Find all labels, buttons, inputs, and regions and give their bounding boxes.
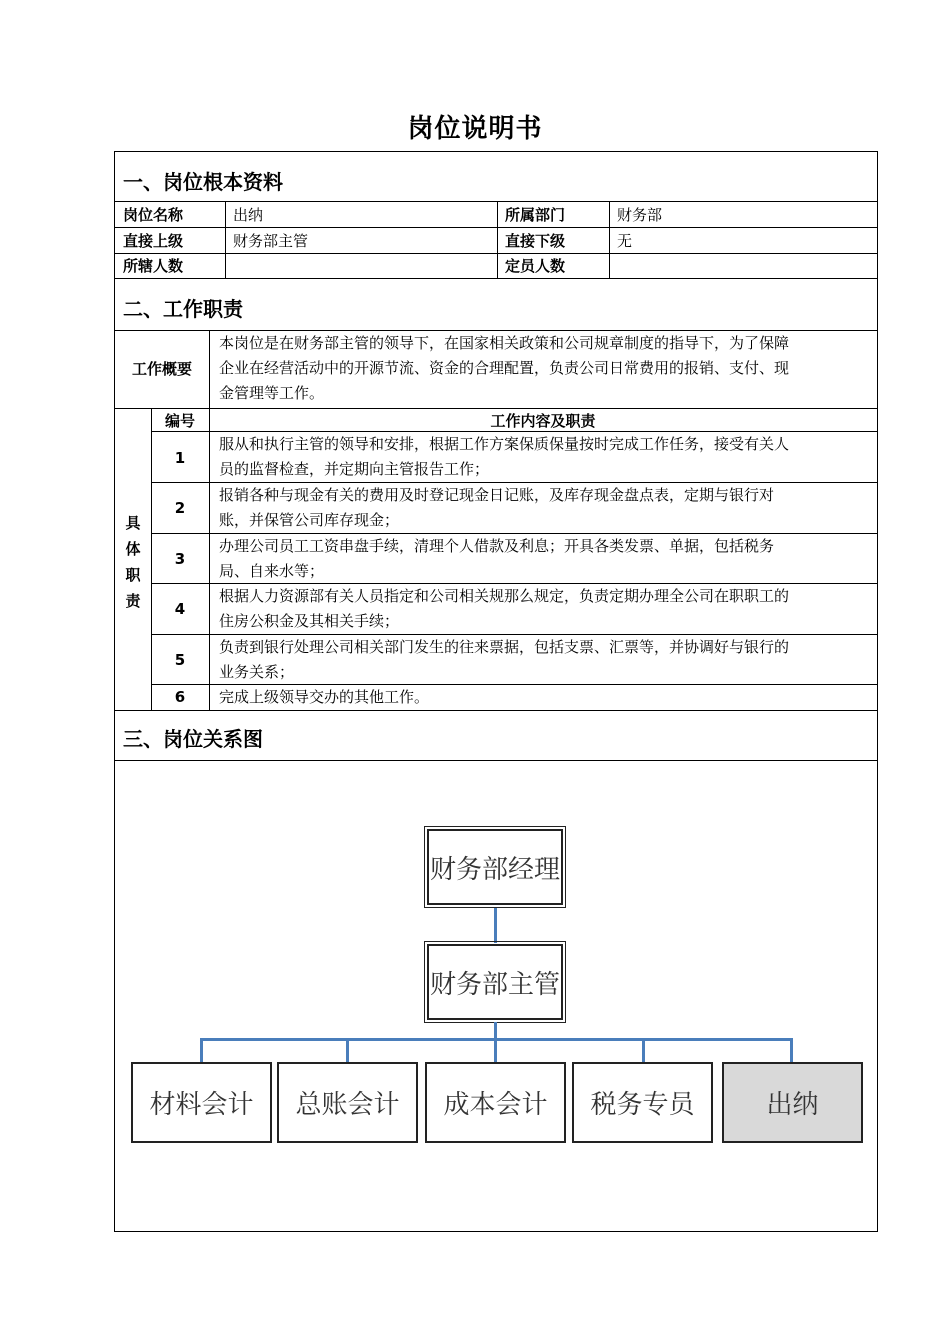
duty-line: 办理公司员工工资串盘手续，清理个人借款及利息；开具各类发票、单据，包括税务	[219, 537, 775, 555]
duty-line: 局、自来水等；	[219, 562, 325, 580]
divider	[115, 760, 877, 761]
divider	[209, 408, 210, 710]
post-name-value: 出纳	[233, 206, 264, 224]
org-connector	[494, 1038, 497, 1062]
direct-superior-value: 财务部主管	[233, 232, 309, 250]
duty-number: 5	[174, 651, 186, 669]
overview-label: 工作概要	[131, 360, 192, 378]
duty-number: 3	[174, 550, 186, 568]
col-header-content: 工作内容及职责	[490, 412, 596, 430]
divider	[225, 201, 226, 278]
headcount-label: 定员人数	[505, 257, 566, 275]
org-node-cashier: 出纳	[722, 1062, 863, 1143]
org-connector	[494, 908, 497, 943]
section2-heading: 二、工作职责	[123, 297, 243, 321]
department-label: 所属部门	[505, 206, 566, 224]
overview-line: 企业在经营活动中的开源节流、资金的合理配置，负责公司日常费用的报销、支付、现	[219, 359, 790, 377]
duty-line: 根据人力资源部有关人员指定和公司相关规那么规定，负责定期办理全公司在职职工的	[219, 587, 790, 605]
duty-text	[219, 534, 871, 584]
duty-number: 6	[174, 688, 186, 706]
duty-number: 4	[174, 600, 186, 618]
overview-text	[219, 331, 871, 406]
org-node-material-accounting: 材料会计	[131, 1062, 272, 1143]
duty-text	[219, 584, 871, 634]
duty-line: 完成上级领导交办的其他工作。	[219, 688, 430, 706]
post-name-label: 岗位名称	[123, 206, 184, 224]
duty-text	[219, 432, 871, 482]
org-node-supervisor: 财务部主管	[427, 944, 563, 1020]
direct-subordinate-value: 无	[617, 232, 633, 250]
duty-text	[219, 635, 871, 685]
divider	[115, 710, 877, 711]
divider	[609, 201, 610, 278]
section3-heading: 三、岗位关系图	[123, 727, 263, 751]
org-node-tax-specialist: 税务专员	[572, 1062, 713, 1143]
duties-side-char: 职	[125, 566, 141, 584]
direct-subordinate-label: 直接下级	[505, 232, 566, 250]
duty-number: 1	[174, 449, 186, 467]
overview-line: 本岗位是在财务部主管的领导下，在国家相关政策和公司规章制度的指导下，为了保障	[219, 334, 790, 352]
managed-count-label: 所辖人数	[123, 257, 184, 275]
duties-side-char: 体	[125, 540, 141, 558]
department-value: 财务部	[617, 206, 663, 224]
org-connector	[642, 1038, 645, 1062]
duty-line: 业务关系；	[219, 663, 295, 681]
duties-side-char: 责	[125, 592, 141, 610]
org-connector	[494, 1022, 497, 1039]
duty-line: 账，并保管公司库存现金；	[219, 511, 400, 529]
col-header-num: 编号	[164, 412, 195, 430]
divider	[115, 278, 877, 279]
org-connector	[790, 1038, 793, 1062]
divider	[115, 201, 877, 202]
org-connector	[346, 1038, 349, 1062]
duty-text	[219, 685, 871, 710]
overview-line: 金管理等工作。	[219, 384, 325, 402]
duties-side-label	[123, 510, 143, 614]
duty-line: 负责到银行处理公司相关部门发生的往来票据，包括支票、汇票等，并协调好与银行的	[219, 638, 790, 656]
org-node-cost-accounting: 成本会计	[425, 1062, 566, 1143]
org-node-general-ledger: 总账会计	[277, 1062, 418, 1143]
duty-text	[219, 483, 871, 533]
direct-superior-label: 直接上级	[123, 232, 184, 250]
org-node-manager: 财务部经理	[427, 829, 563, 905]
org-connector	[200, 1038, 203, 1062]
divider	[209, 330, 210, 408]
divider	[115, 227, 877, 228]
duty-line: 报销各种与现金有关的费用及时登记现金日记账，及库存现金盘点表，定期与银行对	[219, 486, 775, 504]
divider	[497, 201, 498, 278]
duties-side-char: 具	[125, 514, 141, 532]
duty-line: 员的监督检查，并定期向主管报告工作；	[219, 460, 490, 478]
job-description-table	[114, 151, 878, 1232]
duty-line: 服从和执行主管的领导和安排，根据工作方案保质保量按时完成工作任务，接受有关人	[219, 435, 790, 453]
page-title: 岗位说明书	[407, 114, 543, 144]
divider	[115, 253, 877, 254]
section1-heading: 一、岗位根本资料	[123, 170, 283, 194]
duty-number: 2	[174, 499, 186, 517]
duty-line: 住房公积金及其相关手续；	[219, 612, 400, 630]
